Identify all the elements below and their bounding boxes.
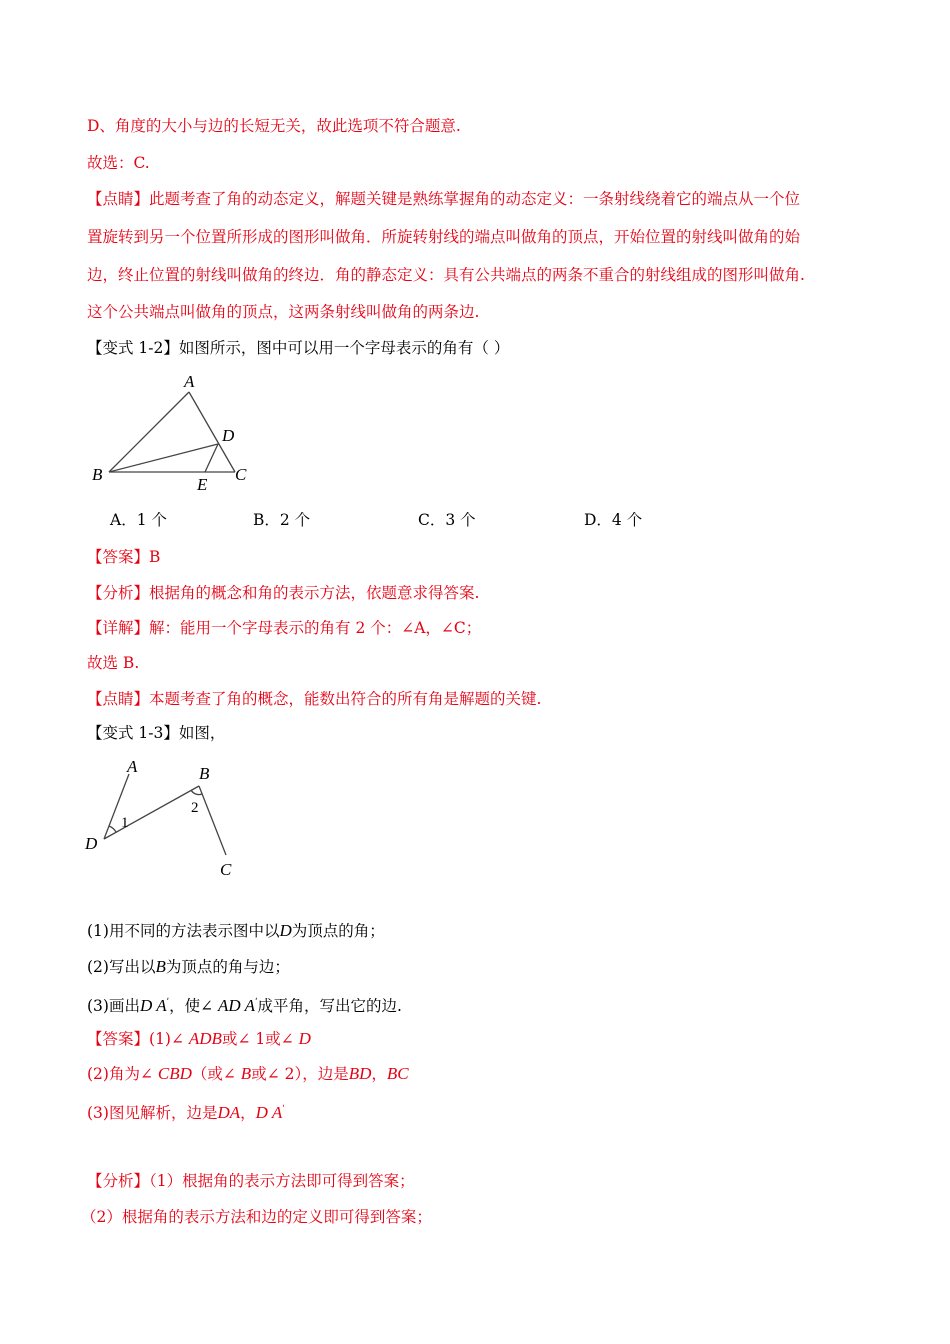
q12-question: 如图所示，图中可以用一个字母表示的角有（ ） [178, 339, 510, 357]
answer2-text: (2)角为∠ [87, 1065, 158, 1083]
part1-text-end: 为顶点的角； [291, 922, 385, 940]
label-d: D [222, 426, 235, 445]
prev-dianjing-line3: 边，终止位置的射线叫做角的终边．角的静态定义：具有公共端点的两条不重合的射线组成的图形叫做角. [87, 266, 805, 284]
prev-dianjing-line4: 这个公共端点叫做角的顶点，这两条射线叫做角的两条边. [87, 303, 480, 321]
prev-choice: 故选：C. [87, 154, 150, 172]
answer3-text: (3)图见解析，边是 [87, 1104, 218, 1123]
label-c: C [220, 860, 232, 879]
angle-1-arc [109, 826, 116, 832]
part3-text-mid: ，使∠ [169, 997, 219, 1016]
detail-text: 解：能用一个字母表示的角有 2 个：∠A，∠C； [149, 619, 482, 637]
q12-dianjing [87, 688, 541, 710]
answer2-text-mid3: ， [371, 1065, 387, 1083]
q13-answer-3 [87, 1099, 285, 1124]
dianjing-tag: 【点睛】 [87, 690, 150, 708]
answer2-var2: B [240, 1064, 252, 1083]
part3-var1: D A [139, 996, 167, 1016]
dianjing-text: 本题考查了角的概念，能数出符合的所有角是解题的关键. [149, 690, 542, 708]
dianjing-tag: 【点睛】 [87, 190, 150, 208]
q13-question: 如图， [178, 724, 226, 742]
prev-dianjing-line2: 置旋转到另一个位置所形成的图形叫做角．所旋转射线的端点叫做角的顶点，开始位置的射线叫做角的始 [87, 228, 801, 246]
q12-stem [87, 337, 509, 359]
answer1-var2: D [298, 1029, 311, 1048]
part1-var: D [279, 921, 292, 940]
part3-text: (3)画出 [87, 997, 140, 1016]
label-c: C [235, 465, 247, 484]
answer3-text-mid: ， [240, 1104, 256, 1123]
q12-option-c[interactable]: C．3 个 [418, 511, 476, 529]
answer2-var4: BC [386, 1064, 409, 1083]
label-a: A [127, 757, 138, 776]
q13-tag: 【变式 1-3】 [87, 724, 179, 742]
part2-text-end: 为顶点的角与边； [165, 958, 290, 976]
side-ab [109, 392, 189, 472]
prev-option-d-explanation: D、角度的大小与边的长短无关，故此选项不符合题意. [87, 117, 461, 135]
q13-part3 [87, 992, 402, 1017]
label-a: A [184, 372, 195, 391]
answer2-var1: CBD [157, 1064, 192, 1083]
answer2-text-mid1: （或∠ [191, 1065, 241, 1083]
answer-tag: 【答案】 [87, 1030, 150, 1048]
segment-bd [109, 444, 218, 472]
part2-var: B [155, 957, 166, 976]
q13-analysis [87, 1170, 415, 1192]
part3-text-end: 成平角，写出它的边. [257, 997, 402, 1016]
q13-answer-1 [87, 1028, 311, 1050]
analysis-text: （1）根据角的表示方法即可得到答案； [149, 1172, 415, 1190]
segment-de [205, 444, 218, 472]
prime-mark: ʹ [282, 1105, 285, 1115]
prev-dianjing [87, 188, 800, 210]
segment-db [104, 786, 199, 839]
answer1-text: (1)∠ [149, 1030, 189, 1048]
q12-detail [87, 617, 481, 639]
detail-tag: 【详解】 [87, 619, 150, 637]
prime-mark: ʹ [255, 998, 258, 1008]
analysis-text: 根据角的概念和角的表示方法，依题意求得答案. [149, 584, 480, 602]
prime-mark: ʹ [166, 998, 170, 1008]
answer3-var2: D A [255, 1103, 283, 1123]
dianjing-text: 此题考查了角的动态定义，解题关键是熟练掌握角的动态定义：一条射线绕着它的端点从一个位 [149, 190, 801, 208]
q12-choice: 故选 B. [87, 654, 140, 672]
answer2-text-mid2: 或∠ 2），边是 [251, 1065, 349, 1083]
q12-tag: 【变式 1-2】 [87, 339, 179, 357]
q12-option-d[interactable]: D．4 个 [584, 511, 643, 529]
angle-1-label: 1 [121, 815, 129, 831]
answer-value: B [149, 548, 161, 566]
q13-analysis-2: （2）根据角的表示方法和边的定义即可得到答案； [81, 1208, 432, 1226]
part3-var2: AD A [218, 996, 256, 1016]
label-d: D [85, 834, 98, 853]
q13-angle-figure [82, 752, 252, 887]
label-b: B [199, 764, 210, 783]
angle-2-label: 2 [191, 800, 199, 816]
answer2-var3: BD [348, 1064, 372, 1083]
q12-answer [87, 546, 160, 568]
q13-part2 [87, 956, 290, 978]
q12-option-a[interactable]: A．1 个 [110, 511, 167, 529]
answer-tag: 【答案】 [87, 548, 150, 566]
analysis-tag: 【分析】 [87, 1172, 150, 1190]
label-b: B [92, 465, 103, 484]
q13-part1 [87, 920, 385, 942]
part1-text: (1)用不同的方法表示图中以 [87, 922, 280, 940]
ray-bc [199, 786, 226, 855]
part2-text: (2)写出以 [87, 958, 156, 976]
answer1-var: ADB [188, 1029, 222, 1048]
q12-triangle-figure [85, 370, 265, 500]
label-e: E [197, 475, 208, 494]
analysis-tag: 【分析】 [87, 584, 150, 602]
q12-option-b[interactable]: B．2 个 [253, 511, 311, 529]
q12-analysis [87, 582, 479, 604]
answer1-text-mid: 或∠ 1或∠ [221, 1030, 299, 1048]
q13-answer-2 [87, 1063, 409, 1085]
q13-stem [87, 722, 225, 744]
answer3-var1: DA [217, 1103, 241, 1123]
